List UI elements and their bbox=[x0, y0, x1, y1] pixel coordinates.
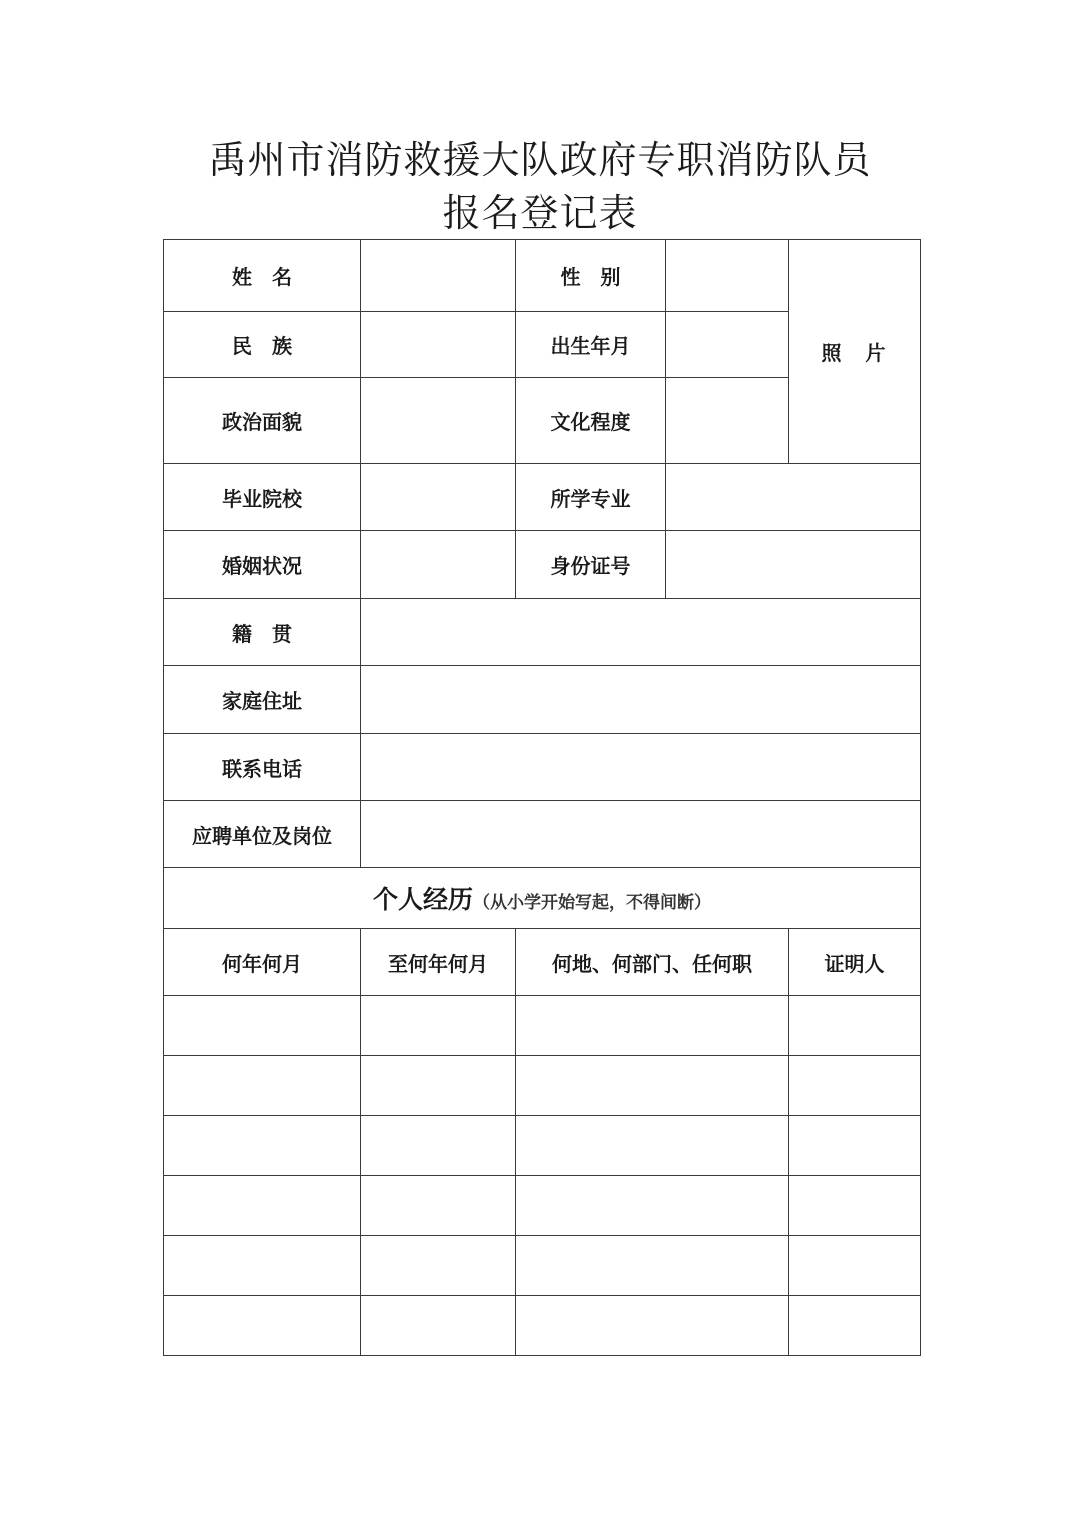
id-label: 身份证号 bbox=[516, 531, 666, 599]
major-field[interactable] bbox=[666, 464, 921, 531]
school-label: 毕业院校 bbox=[164, 464, 361, 531]
col-header-witness: 证明人 bbox=[789, 929, 921, 996]
position-field[interactable] bbox=[361, 801, 921, 868]
end-date-cell[interactable] bbox=[361, 1056, 516, 1116]
form-subtitle: 报名登记表 bbox=[442, 191, 638, 235]
table-row bbox=[164, 1056, 921, 1116]
end-date-cell[interactable] bbox=[361, 996, 516, 1056]
place-position-cell[interactable] bbox=[516, 996, 789, 1056]
start-date-cell[interactable] bbox=[164, 1176, 361, 1236]
id-field[interactable] bbox=[666, 531, 921, 599]
marital-label: 婚姻状况 bbox=[164, 531, 361, 599]
witness-cell[interactable] bbox=[789, 1176, 921, 1236]
position-label: 应聘单位及岗位 bbox=[164, 801, 361, 868]
address-field[interactable] bbox=[361, 666, 921, 734]
end-date-cell[interactable] bbox=[361, 1176, 516, 1236]
table-row bbox=[164, 1176, 921, 1236]
experience-section-header bbox=[164, 868, 921, 929]
start-date-cell[interactable] bbox=[164, 1236, 361, 1296]
phone-label: 联系电话 bbox=[164, 734, 361, 801]
registration-table bbox=[163, 239, 921, 1356]
col-header-place-position: 何地、何部门、任何职 bbox=[516, 929, 789, 996]
name-field[interactable] bbox=[361, 240, 516, 312]
gender-label: 性 别 bbox=[516, 240, 666, 312]
phone-field[interactable] bbox=[361, 734, 921, 801]
native-label: 籍 贯 bbox=[164, 599, 361, 666]
ethnicity-field[interactable] bbox=[361, 312, 516, 378]
witness-cell[interactable] bbox=[789, 996, 921, 1056]
table-row bbox=[164, 1116, 921, 1176]
witness-cell[interactable] bbox=[789, 1116, 921, 1176]
start-date-cell[interactable] bbox=[164, 1056, 361, 1116]
birth-label: 出生年月 bbox=[516, 312, 666, 378]
major-label: 所学专业 bbox=[516, 464, 666, 531]
start-date-cell[interactable] bbox=[164, 1296, 361, 1356]
place-position-cell[interactable] bbox=[516, 1236, 789, 1296]
table-row bbox=[164, 996, 921, 1056]
end-date-cell[interactable] bbox=[361, 1296, 516, 1356]
political-label: 政治面貌 bbox=[164, 378, 361, 464]
school-field[interactable] bbox=[361, 464, 516, 531]
end-date-cell[interactable] bbox=[361, 1236, 516, 1296]
witness-cell[interactable] bbox=[789, 1056, 921, 1116]
photo-box[interactable]: 照 片 bbox=[789, 240, 921, 464]
place-position-cell[interactable] bbox=[516, 1296, 789, 1356]
ethnicity-label: 民 族 bbox=[164, 312, 361, 378]
witness-cell[interactable] bbox=[789, 1236, 921, 1296]
table-row bbox=[164, 1296, 921, 1356]
address-label: 家庭住址 bbox=[164, 666, 361, 734]
name-label: 姓 名 bbox=[164, 240, 361, 312]
marital-field[interactable] bbox=[361, 531, 516, 599]
education-field[interactable] bbox=[666, 378, 789, 464]
birth-field[interactable] bbox=[666, 312, 789, 378]
native-field[interactable] bbox=[361, 599, 921, 666]
form-title: 禹州市消防救援大队政府专职消防队员 bbox=[208, 138, 872, 182]
end-date-cell[interactable] bbox=[361, 1116, 516, 1176]
experience-title: 个人经历 bbox=[372, 885, 473, 914]
place-position-cell[interactable] bbox=[516, 1116, 789, 1176]
witness-cell[interactable] bbox=[789, 1296, 921, 1356]
education-label: 文化程度 bbox=[516, 378, 666, 464]
col-header-end-date: 至何年何月 bbox=[361, 929, 516, 996]
place-position-cell[interactable] bbox=[516, 1176, 789, 1236]
experience-note: （从小学开始写起，不得间断） bbox=[473, 893, 711, 913]
gender-field[interactable] bbox=[666, 240, 789, 312]
col-header-start-date: 何年何月 bbox=[164, 929, 361, 996]
place-position-cell[interactable] bbox=[516, 1056, 789, 1116]
start-date-cell[interactable] bbox=[164, 1116, 361, 1176]
start-date-cell[interactable] bbox=[164, 996, 361, 1056]
table-row bbox=[164, 1236, 921, 1296]
political-field[interactable] bbox=[361, 378, 516, 464]
